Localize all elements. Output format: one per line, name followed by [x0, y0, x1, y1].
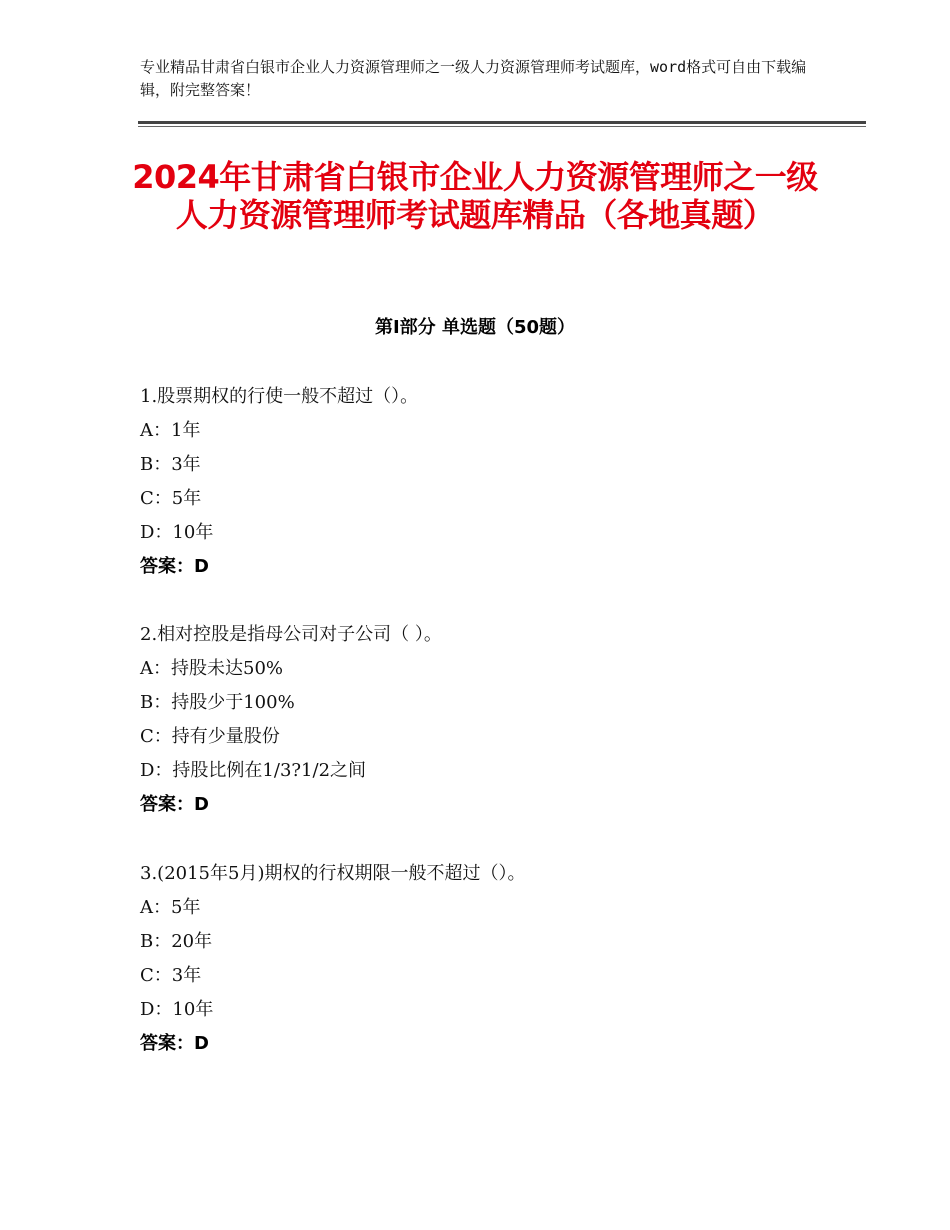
header-divider-thick	[138, 121, 866, 124]
option-d: D：10年	[140, 999, 214, 1020]
option-a: A：5年	[140, 897, 201, 918]
header-divider-thin	[138, 126, 866, 127]
option-b: B：3年	[140, 454, 201, 475]
question-2	[140, 618, 830, 822]
option-a: A：1年	[140, 420, 201, 441]
question-stem: 2.相对控股是指母公司对子公司（ ）。	[140, 624, 442, 645]
answer-line: 答案：D	[140, 1033, 209, 1054]
option-b: B：持股少于100%	[140, 692, 295, 713]
header-note: 专业精品甘肃省白银市企业人力资源管理师之一级人力资源管理师考试题库，word格式可自由下载编辑，附完整答案！	[140, 58, 807, 99]
option-d: D：10年	[140, 522, 214, 543]
document-title: 2024年甘肃省白银市企业人力资源管理师之一级人力资源管理师考试题库精品（各地真题）	[132, 158, 818, 234]
option-d: D：持股比例在1/3?1/2之间	[140, 760, 367, 781]
answer-line: 答案：D	[140, 794, 209, 815]
section-title: 第Ⅰ部分 单选题（50题）	[374, 317, 575, 338]
option-a: A：持股未达50%	[140, 658, 284, 679]
answer-line: 答案：D	[140, 556, 209, 577]
question-stem: 1.股票期权的行使一般不超过（）。	[140, 386, 419, 407]
question-stem: 3.(2015年5月)期权的行权期限一般不超过（）。	[140, 863, 526, 884]
option-c: C：3年	[140, 965, 202, 986]
option-c: C：持有少量股份	[140, 726, 280, 747]
option-b: B：20年	[140, 931, 213, 952]
question-3	[140, 857, 830, 1061]
question-1	[140, 380, 830, 584]
option-c: C：5年	[140, 488, 202, 509]
